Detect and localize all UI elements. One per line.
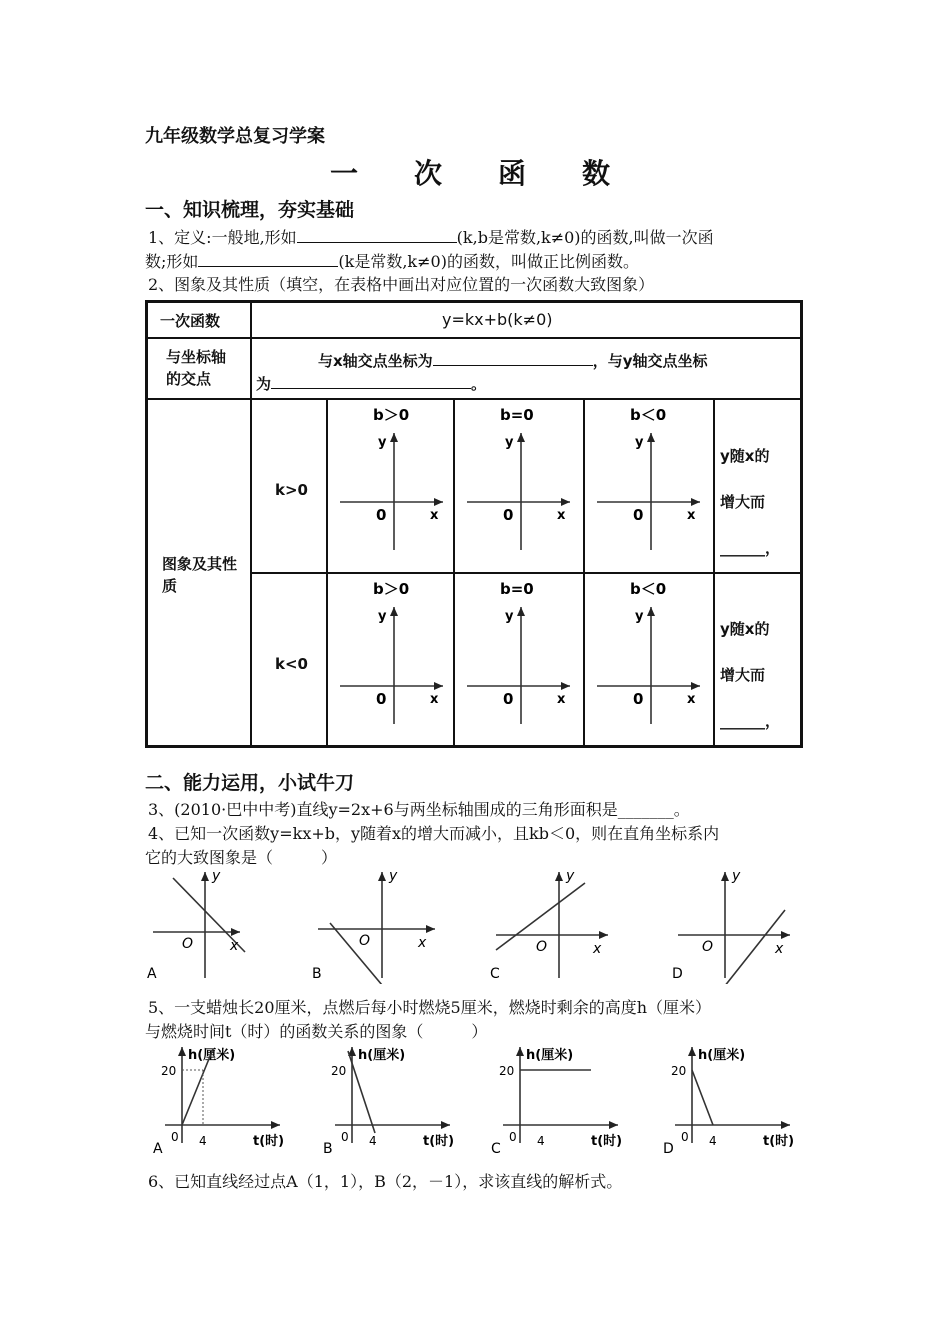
x-axis-arrow (781, 931, 790, 939)
origin-label: 0 (633, 690, 644, 708)
y-intercept-label: ，与y轴交点坐标 (592, 352, 708, 370)
tick-4: 4 (537, 1134, 545, 1148)
y-label: y (378, 435, 387, 450)
y-axis-arrow (390, 433, 398, 442)
x-intercept-label: 与x轴交点坐标为 (318, 352, 433, 370)
q5-option-c-graph[interactable] (483, 1043, 633, 1158)
t-axis-arrow (271, 1121, 280, 1129)
h-axis-arrow (516, 1047, 524, 1056)
option-label: A (153, 1141, 163, 1157)
x-axis-arrow (231, 928, 240, 936)
row-label-graphs: 图象及其性质 (162, 555, 238, 595)
axes-kneg-b1[interactable] (455, 572, 581, 744)
x-label: x (557, 692, 566, 707)
y-label: y (732, 868, 741, 884)
prop-blank[interactable]: ______， (720, 712, 781, 730)
origin-label: 0 (376, 690, 387, 708)
option-label: B (323, 1141, 333, 1157)
origin-label: O (359, 933, 371, 949)
origin-label: 0 (681, 1130, 689, 1144)
q3-text: 3、(2010·巴中中考)直线y=2x+6与两坐标轴围成的三角形面积是_______。 (148, 800, 690, 819)
axes-kpos-b0[interactable] (328, 398, 454, 570)
origin-label: 0 (633, 506, 644, 524)
b-condition-label: b＜0 (630, 580, 667, 598)
origin-label: 0 (171, 1130, 179, 1144)
tick-20: 20 (161, 1064, 177, 1078)
origin-label: 0 (376, 506, 387, 524)
option-label: A (147, 966, 157, 982)
k-positive-label: k>0 (275, 481, 308, 499)
axes-kpos-b2[interactable] (585, 398, 711, 570)
x-axis-arrow (561, 498, 570, 506)
h-label: h(厘米) (698, 1048, 746, 1063)
intercepts-line2 (256, 372, 486, 394)
q4-option-b-graph[interactable] (310, 866, 440, 984)
option-label: B (312, 966, 322, 982)
q2-text: 2、图象及其性质（填空，在表格中画出对应位置的一次函数大致图象） (148, 275, 655, 294)
prop-text: y随x的 (720, 620, 770, 638)
tick-4: 4 (199, 1134, 207, 1148)
axes-kpos-b1[interactable] (455, 398, 581, 570)
y-axis-arrow (378, 872, 386, 881)
y-label: y (212, 868, 221, 884)
y-intercept-prefix: 为 (256, 375, 272, 393)
x-label: x (687, 508, 696, 523)
h-label: h(厘米) (188, 1048, 236, 1063)
y-intercept-blank[interactable] (271, 372, 471, 389)
row-label-intercepts: 与坐标轴的交点 (166, 348, 227, 388)
y-label: y (566, 868, 575, 884)
tick-4: 4 (709, 1134, 717, 1148)
x-intercept-blank[interactable] (433, 349, 593, 366)
row-label-function: 一次函数 (160, 312, 221, 330)
y-axis-arrow (555, 872, 563, 881)
h-label: h(厘米) (358, 1048, 406, 1063)
t-label: t(时) (591, 1134, 623, 1149)
axes-kneg-b0[interactable] (328, 572, 454, 744)
axes-kneg-b2[interactable] (585, 572, 711, 744)
x-axis-arrow (434, 498, 443, 506)
x-axis-arrow (691, 682, 700, 690)
b-condition-label: b＞0 (373, 580, 410, 598)
y-axis-arrow (390, 607, 398, 616)
x-axis-arrow (434, 682, 443, 690)
t-axis-arrow (781, 1121, 790, 1129)
q5-option-b-graph[interactable] (315, 1043, 465, 1158)
x-axis-arrow (426, 925, 435, 933)
y-label: y (389, 868, 398, 884)
q4-option-a-graph[interactable] (145, 866, 275, 984)
prop-text: 增大而 (720, 666, 766, 684)
y-label: y (505, 609, 514, 624)
q5-option-a-graph[interactable] (145, 1043, 295, 1158)
q1-blank-2[interactable] (198, 250, 338, 267)
properties-table (145, 300, 803, 748)
h-axis-arrow (178, 1047, 186, 1056)
x-label: x (593, 941, 602, 957)
y-axis-arrow (647, 607, 655, 616)
q1-line1 (148, 226, 714, 249)
q5-text-2: 与燃烧时间t（时）的函数关系的图象（ ） (145, 1022, 488, 1041)
h-axis-arrow (688, 1047, 696, 1056)
q1-blank-1[interactable] (297, 226, 457, 243)
function-formula: y=kx+b(k≠0) (442, 310, 553, 329)
q1-line2 (145, 250, 639, 273)
tick-20: 20 (499, 1064, 515, 1078)
function-line (705, 910, 785, 984)
q5-text-1: 5、一支蜡烛长20厘米，点燃后每小时燃烧5厘米，燃烧时剩余的高度h（厘米） (148, 998, 712, 1017)
q1-text-d: (k是常数,k≠0)的函数，叫做正比例函数。 (338, 252, 639, 271)
t-axis-arrow (609, 1121, 618, 1129)
q6-text: 6、已知直线经过点A（1，1），B（2，－1），求该直线的解析式。 (148, 1172, 623, 1191)
x-label: x (775, 941, 784, 957)
x-axis-arrow (561, 682, 570, 690)
doc-subtitle: 九年级数学总复习学案 (145, 126, 325, 147)
y-label: y (635, 435, 644, 450)
x-label: x (430, 692, 439, 707)
y-axis-arrow (517, 607, 525, 616)
tick-20: 20 (331, 1064, 347, 1078)
origin-label: O (182, 936, 194, 952)
x-axis-arrow (599, 931, 608, 939)
section2-heading: 二、能力运用，小试牛刀 (145, 772, 355, 794)
origin-label: 0 (341, 1130, 349, 1144)
period: 。 (471, 375, 487, 393)
prop-text: 增大而 (720, 493, 766, 511)
option-label: D (663, 1141, 674, 1157)
y-label: y (505, 435, 514, 450)
q4-text-1: 4、已知一次函数y=kx+b，y随着x的增大而减小，且kb＜0，则在直角坐标系内 (148, 824, 720, 843)
origin-label: 0 (503, 506, 514, 524)
h-label: h(厘米) (526, 1048, 574, 1063)
b-condition-label: b＜0 (630, 406, 667, 424)
q1-text-a: 1、定义:一般地,形如 (148, 228, 297, 247)
function-line (692, 1070, 713, 1125)
origin-label: 0 (509, 1130, 517, 1144)
y-axis-arrow (201, 872, 209, 881)
x-label: x (230, 938, 239, 954)
t-label: t(时) (423, 1134, 455, 1149)
b-condition-label: b=0 (500, 406, 534, 424)
q4-option-c-graph[interactable] (488, 866, 618, 984)
y-label: y (378, 609, 387, 624)
tick-20: 20 (671, 1064, 687, 1078)
q4-option-d-graph[interactable] (670, 866, 800, 984)
b-condition-label: b＞0 (373, 406, 410, 424)
tick-4: 4 (369, 1134, 377, 1148)
prop-text: y随x的 (720, 447, 770, 465)
page-title: 一 次 函 数 (330, 157, 611, 190)
q5-option-d-graph[interactable] (655, 1043, 805, 1158)
property-kpos (720, 433, 780, 571)
origin-label: O (702, 939, 714, 955)
b-condition-label: b=0 (500, 580, 534, 598)
q1-text-b: (k,b是常数,k≠0)的函数,叫做一次函 (456, 228, 714, 247)
y-axis-arrow (721, 872, 729, 881)
t-axis-arrow (441, 1121, 450, 1129)
option-label: D (672, 966, 683, 982)
y-axis-arrow (647, 433, 655, 442)
x-axis-arrow (691, 498, 700, 506)
t-label: t(时) (253, 1134, 285, 1149)
y-label: y (635, 609, 644, 624)
t-label: t(时) (763, 1134, 795, 1149)
q1-text-c: 数;形如 (145, 252, 199, 271)
option-label: C (491, 1141, 501, 1157)
section1-heading: 一、知识梳理，夯实基础 (145, 199, 355, 221)
origin-label: O (536, 939, 548, 955)
origin-label: 0 (503, 690, 514, 708)
prop-blank[interactable]: ______， (720, 539, 781, 557)
x-label: x (557, 508, 566, 523)
x-label: x (418, 935, 427, 951)
k-negative-label: k<0 (275, 655, 308, 673)
x-label: x (687, 692, 696, 707)
q4-text-2: 它的大致图象是（ ） (145, 848, 338, 867)
option-label: C (490, 966, 500, 982)
intercepts-line1 (318, 349, 707, 371)
x-label: x (430, 508, 439, 523)
y-axis-arrow (517, 433, 525, 442)
property-kneg (720, 606, 780, 744)
